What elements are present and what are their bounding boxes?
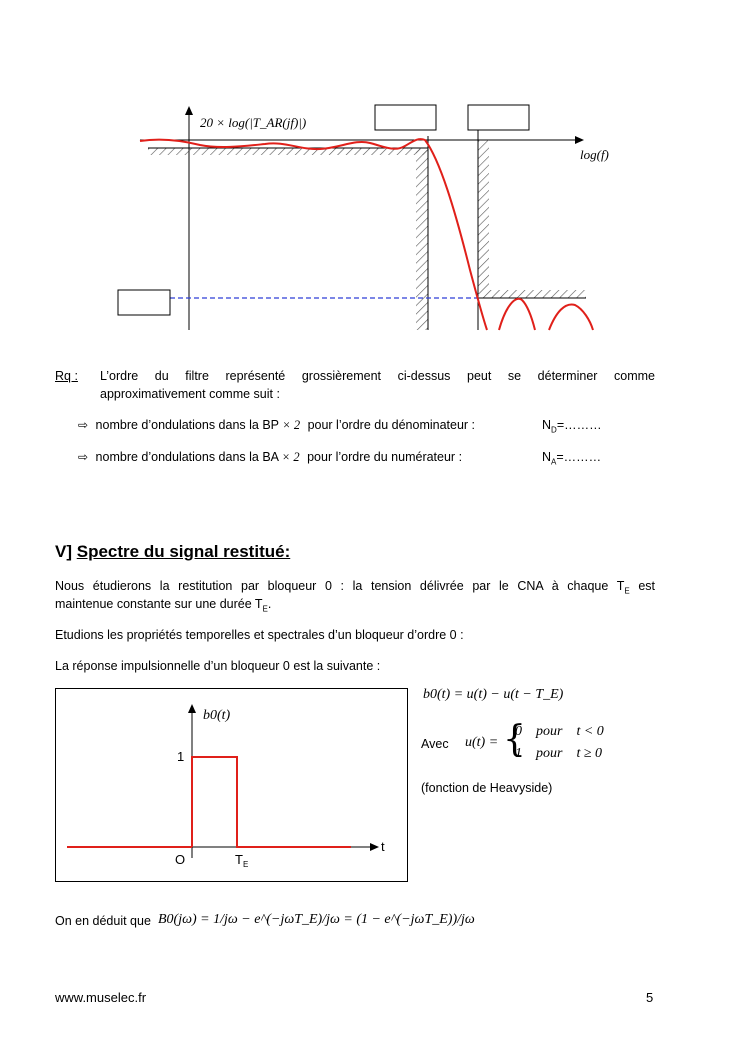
heavyside-note: (fonction de Heavyside) bbox=[421, 781, 553, 795]
impulse-response-plot bbox=[55, 688, 408, 882]
fa-hatch bbox=[478, 140, 489, 290]
paragraph-3: La réponse impulsionnelle d’un bloqueur 0 est la suivante : bbox=[55, 659, 381, 673]
x-axis-arrow bbox=[575, 136, 584, 144]
x-axis-label: log(f) bbox=[580, 147, 609, 162]
bullet-passband-mult: × 2 bbox=[282, 418, 301, 432]
y-axis-arrow bbox=[188, 704, 196, 713]
bullet-passband bbox=[78, 417, 658, 434]
paragraph-2: Etudions les propriétés temporelles et spectrales d’un bloqueur d’ordre 0 : bbox=[55, 628, 464, 642]
filter-template-plot bbox=[0, 95, 743, 345]
cases-brace: { bbox=[503, 719, 526, 760]
u-definition: u(t) = bbox=[465, 735, 499, 750]
paragraph-1-line-1: Nous étudierons la restitution par bloqueur 0 : la tension délivrée par le CNA à chaque $T_E$ est bbox=[55, 579, 655, 596]
y-axis-label: b0(t) bbox=[203, 708, 231, 723]
attenuation-label-box bbox=[118, 290, 170, 315]
paragraph-1-line-2: maintenue constante sur une durée $T_E$. bbox=[55, 597, 272, 614]
b0-definition: b0(t) = u(t) − u(t − T_E) bbox=[423, 687, 564, 702]
bullet-passband-tail: pour l’ordre du dénominateur : bbox=[307, 418, 476, 432]
arrow-right-icon: ⇨ bbox=[78, 418, 89, 432]
remark-label: Rq : bbox=[55, 369, 78, 383]
arrow-right-icon: ⇨ bbox=[78, 450, 89, 464]
deduce-label: On en déduit que bbox=[55, 914, 151, 928]
passband-hatch bbox=[148, 148, 428, 155]
y-axis-label: 20 × log(|T_AR(jf)|) bbox=[200, 115, 307, 130]
stopband-lobe-2 bbox=[549, 304, 593, 330]
footer-site[interactable]: www.muselec.fr bbox=[55, 990, 147, 1005]
section-heading bbox=[55, 542, 290, 562]
te-label: $T_E$ bbox=[235, 852, 249, 869]
case-positive: 1 pour t ≥ 0 bbox=[515, 746, 603, 761]
section-title: Spectre du signal restitué: bbox=[76, 542, 291, 561]
case-negative: 0 pour t < 0 bbox=[515, 724, 604, 739]
y-axis-arrow bbox=[185, 106, 193, 115]
b0-transfer-function: B0(jω) = 1/jω − e^(−jωT_E)/jω = (1 − e^(−jωT_E))/jω bbox=[158, 912, 475, 927]
page-number: 5 bbox=[646, 990, 654, 1005]
bullet-stopband-tail: pour l’ordre du numérateur : bbox=[307, 450, 463, 464]
bullet-stopband-mult: × 2 bbox=[281, 450, 300, 464]
fp-hatch bbox=[416, 148, 428, 330]
x-axis-arrow bbox=[370, 843, 379, 851]
stopband-lobe-1 bbox=[499, 299, 535, 330]
bullet-passband-text: nombre d’ondulations dans la BP bbox=[95, 418, 279, 432]
na-value: $N_A=\dots\dots\dots$ bbox=[542, 450, 602, 467]
origin-label: O bbox=[175, 852, 186, 867]
level-one-label: 1 bbox=[177, 749, 185, 764]
remark-line-1: L’ordre du filtre représenté grossièrement ci-dessus peut se déterminer comme bbox=[100, 369, 655, 383]
rectangular-pulse bbox=[192, 757, 351, 847]
x-axis-label: t bbox=[381, 839, 385, 854]
fp-label-box bbox=[375, 105, 436, 130]
bullet-stopband bbox=[78, 449, 658, 466]
remark-line-2: approximativement comme suit : bbox=[100, 387, 280, 401]
section-number: V] bbox=[55, 542, 72, 561]
stopband-hatch bbox=[478, 290, 586, 298]
fa-label-box bbox=[468, 105, 529, 130]
nd-value: $N_D=\dots\dots\dots$ bbox=[542, 418, 602, 435]
bullet-stopband-text: nombre d’ondulations dans la BA bbox=[95, 450, 279, 464]
avec-label: Avec bbox=[421, 737, 449, 751]
filter-response-curve bbox=[140, 139, 487, 330]
